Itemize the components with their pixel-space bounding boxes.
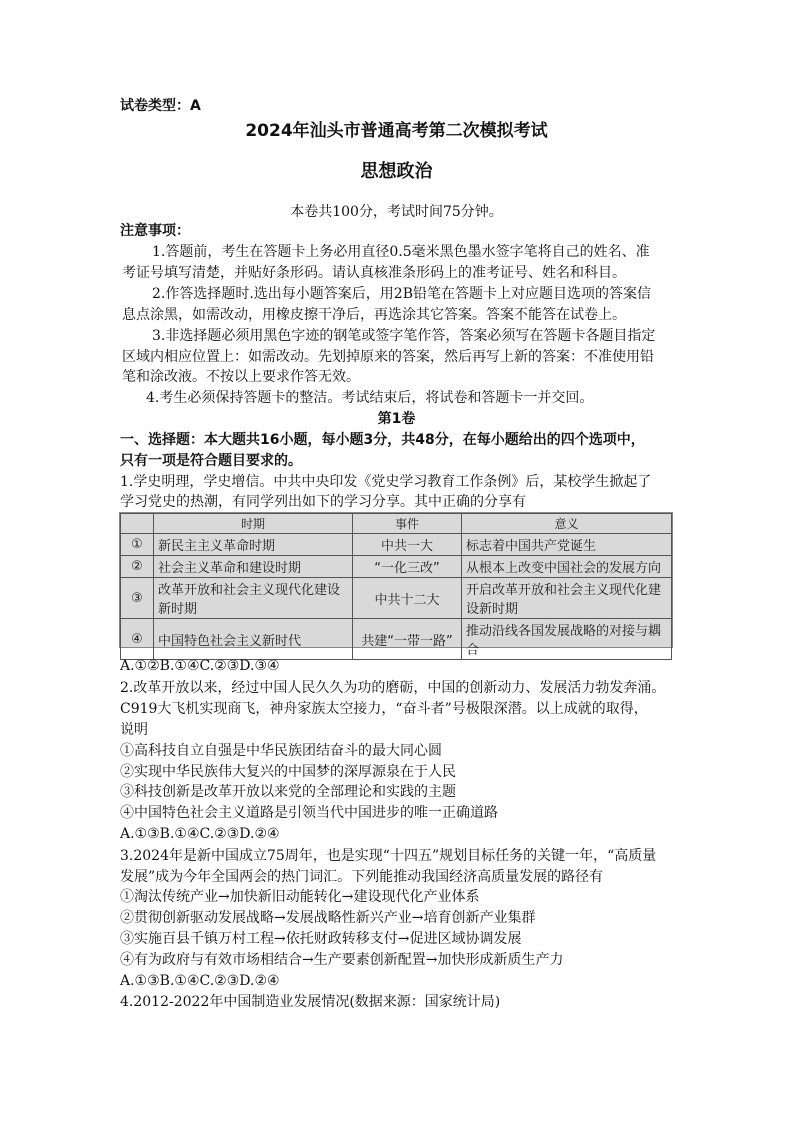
table-row: [121, 534, 672, 556]
question-3-stem: 3.2024年是新中国成立75周年，也是实现“十四五”规划目标任务的关键一年，“高质量: [120, 848, 657, 864]
table-cell: 共建“一带一路”: [353, 619, 462, 660]
table-cell: 开启改革开放和社会主义现代化建设新时期: [462, 578, 672, 619]
table-row: [121, 619, 672, 660]
table-cell: ①: [121, 534, 154, 556]
table-cell: 推动沿线各国发展战略的对接与耦合: [462, 619, 672, 660]
table-row: [121, 556, 672, 578]
question-3-stem-cont: 发展”成为今年全国两会的热门词汇。下列能推动我国经济高质量发展的路径有: [120, 869, 604, 885]
notice-line: 笔和涂改液。不按以上要求作答无效。: [122, 369, 360, 385]
section-heading: 一、选择题：本大题共16小题，每小题3分，共48分，在每小题给出的四个选项中，: [120, 432, 645, 448]
question-2-stem-cont: C919大飞机实现商飞，神舟家族太空接力，“奋斗者”号极限深潜。以上成就的取得，: [120, 701, 648, 717]
section-heading-cont: 只有一项是符合题目要求的。: [120, 453, 302, 469]
page-title: 2024年汕头市普通高考第二次模拟考试: [245, 121, 548, 141]
question-3-item: ③实施百县千镇万村工程→依托财政转移支付→促进区域协调发展: [120, 931, 522, 947]
question-3-options: A.①③B.①④C.②③D.②④: [120, 973, 280, 989]
question-4-stem: 4.2012-2022年中国制造业发展情况(数据来源：国家统计局): [120, 994, 501, 1010]
notice-line: 4.考生必须保持答题卡的整洁。考试结束后，将试卷和答题卡一并交回。: [146, 390, 594, 406]
question-2-options: A.①③B.①④C.②③D.②④: [120, 826, 280, 842]
question-3-item: ①淘汰传统产业→加快新旧动能转化→建设现代化产业体系: [120, 889, 480, 905]
table-header-cell: 意义: [462, 514, 672, 534]
volume-title: 第1卷: [377, 411, 416, 427]
question-1-table: [119, 512, 673, 658]
question-1-options: A.①②B.①④C.②③D.③④: [120, 658, 280, 674]
table-cell: 改革开放和社会主义现代化建设新时期: [154, 578, 353, 619]
question-2-stem-cont: 说明: [120, 722, 148, 738]
table-cell: 从根本上改变中国社会的发展方向: [462, 556, 672, 578]
exam-info: 本卷共100分，考试时间75分钟。: [290, 204, 503, 220]
question-2-stem: 2.改革开放以来，经过中国人民久久为功的磨砺，中国的创新动力、发展活力勃发奔涌。: [120, 680, 666, 696]
table-header-cell: [121, 514, 154, 534]
table-cell: ④: [121, 619, 154, 660]
question-1-stem-cont: 学习党史的热潮，有同学列出如下的学习分享。其中正确的分享有: [120, 494, 526, 510]
notice-line: 息点涂黑，如需改动，用橡皮擦干净后，再选涂其它答案。答案不能答在试卷上。: [122, 307, 626, 323]
question-3-item: ④有为政府与有效市场相结合→生产要素创新配置→加快形成新质生产力: [120, 952, 564, 968]
table-cell: 中共十二大: [353, 578, 462, 619]
table-cell: 中国特色社会主义新时代: [154, 619, 353, 660]
table-header-cell: 时期: [154, 514, 353, 534]
table-cell: “一化三改”: [353, 556, 462, 578]
question-2-item: ①高科技自立自强是中华民族团结奋斗的最大同心圆: [120, 743, 442, 759]
table-row: [121, 578, 672, 619]
notice-line: 1.答题前，考生在答题卡上务必用直径0.5毫米黑色墨水签字笔将自己的姓名、准: [152, 244, 650, 260]
notice-line: 2.作答选择题时.选出每小题答案后，用2B铅笔在答题卡上对应题目选项的答案信: [152, 286, 652, 302]
question-2-item: ③科技创新是改革开放以来党的全部理论和实践的主题: [120, 784, 456, 800]
notice-line: 考证号填写清楚，并贴好条形码。请认真核准条形码上的准考证号、姓名和科目。: [122, 265, 626, 281]
table-cell: 标志着中国共产党诞生: [462, 534, 672, 556]
table-cell: 社会主义革命和建设时期: [154, 556, 353, 578]
question-2-item: ④中国特色社会主义道路是引领当代中国进步的唯一正确道路: [120, 805, 498, 821]
question-1-stem: 1.学史明理，学史增信。中共中央印发《党史学习教育工作条例》后，某校学生掀起了: [120, 474, 652, 490]
table-header-row: [121, 514, 672, 534]
notice-line: 区域内相应位置上：如需改动。先划掉原来的答案，然后再写上新的答案：不准使用铅: [122, 349, 654, 365]
notice-heading: 注意事项：: [120, 223, 190, 239]
exam-type: 试卷类型：A: [120, 98, 201, 114]
table-cell: 中共一大: [353, 534, 462, 556]
question-3-item: ②贯彻创新驱动发展战略→发展战略性新兴产业→培育创新产业集群: [120, 910, 536, 926]
table-cell: ③: [121, 578, 154, 619]
table-cell: 新民主主义革命时期: [154, 534, 353, 556]
question-2-item: ②实现中华民族伟大复兴的中国梦的深厚源泉在于人民: [120, 764, 456, 780]
table-cell: ②: [121, 556, 154, 578]
table-header-cell: 事件: [353, 514, 462, 534]
subject-title: 思想政治: [360, 161, 433, 182]
notice-line: 3.非选择题必须用黑色字迹的钢笔或签字笔作答，答案必须写在答题卡各题目指定: [152, 328, 656, 344]
